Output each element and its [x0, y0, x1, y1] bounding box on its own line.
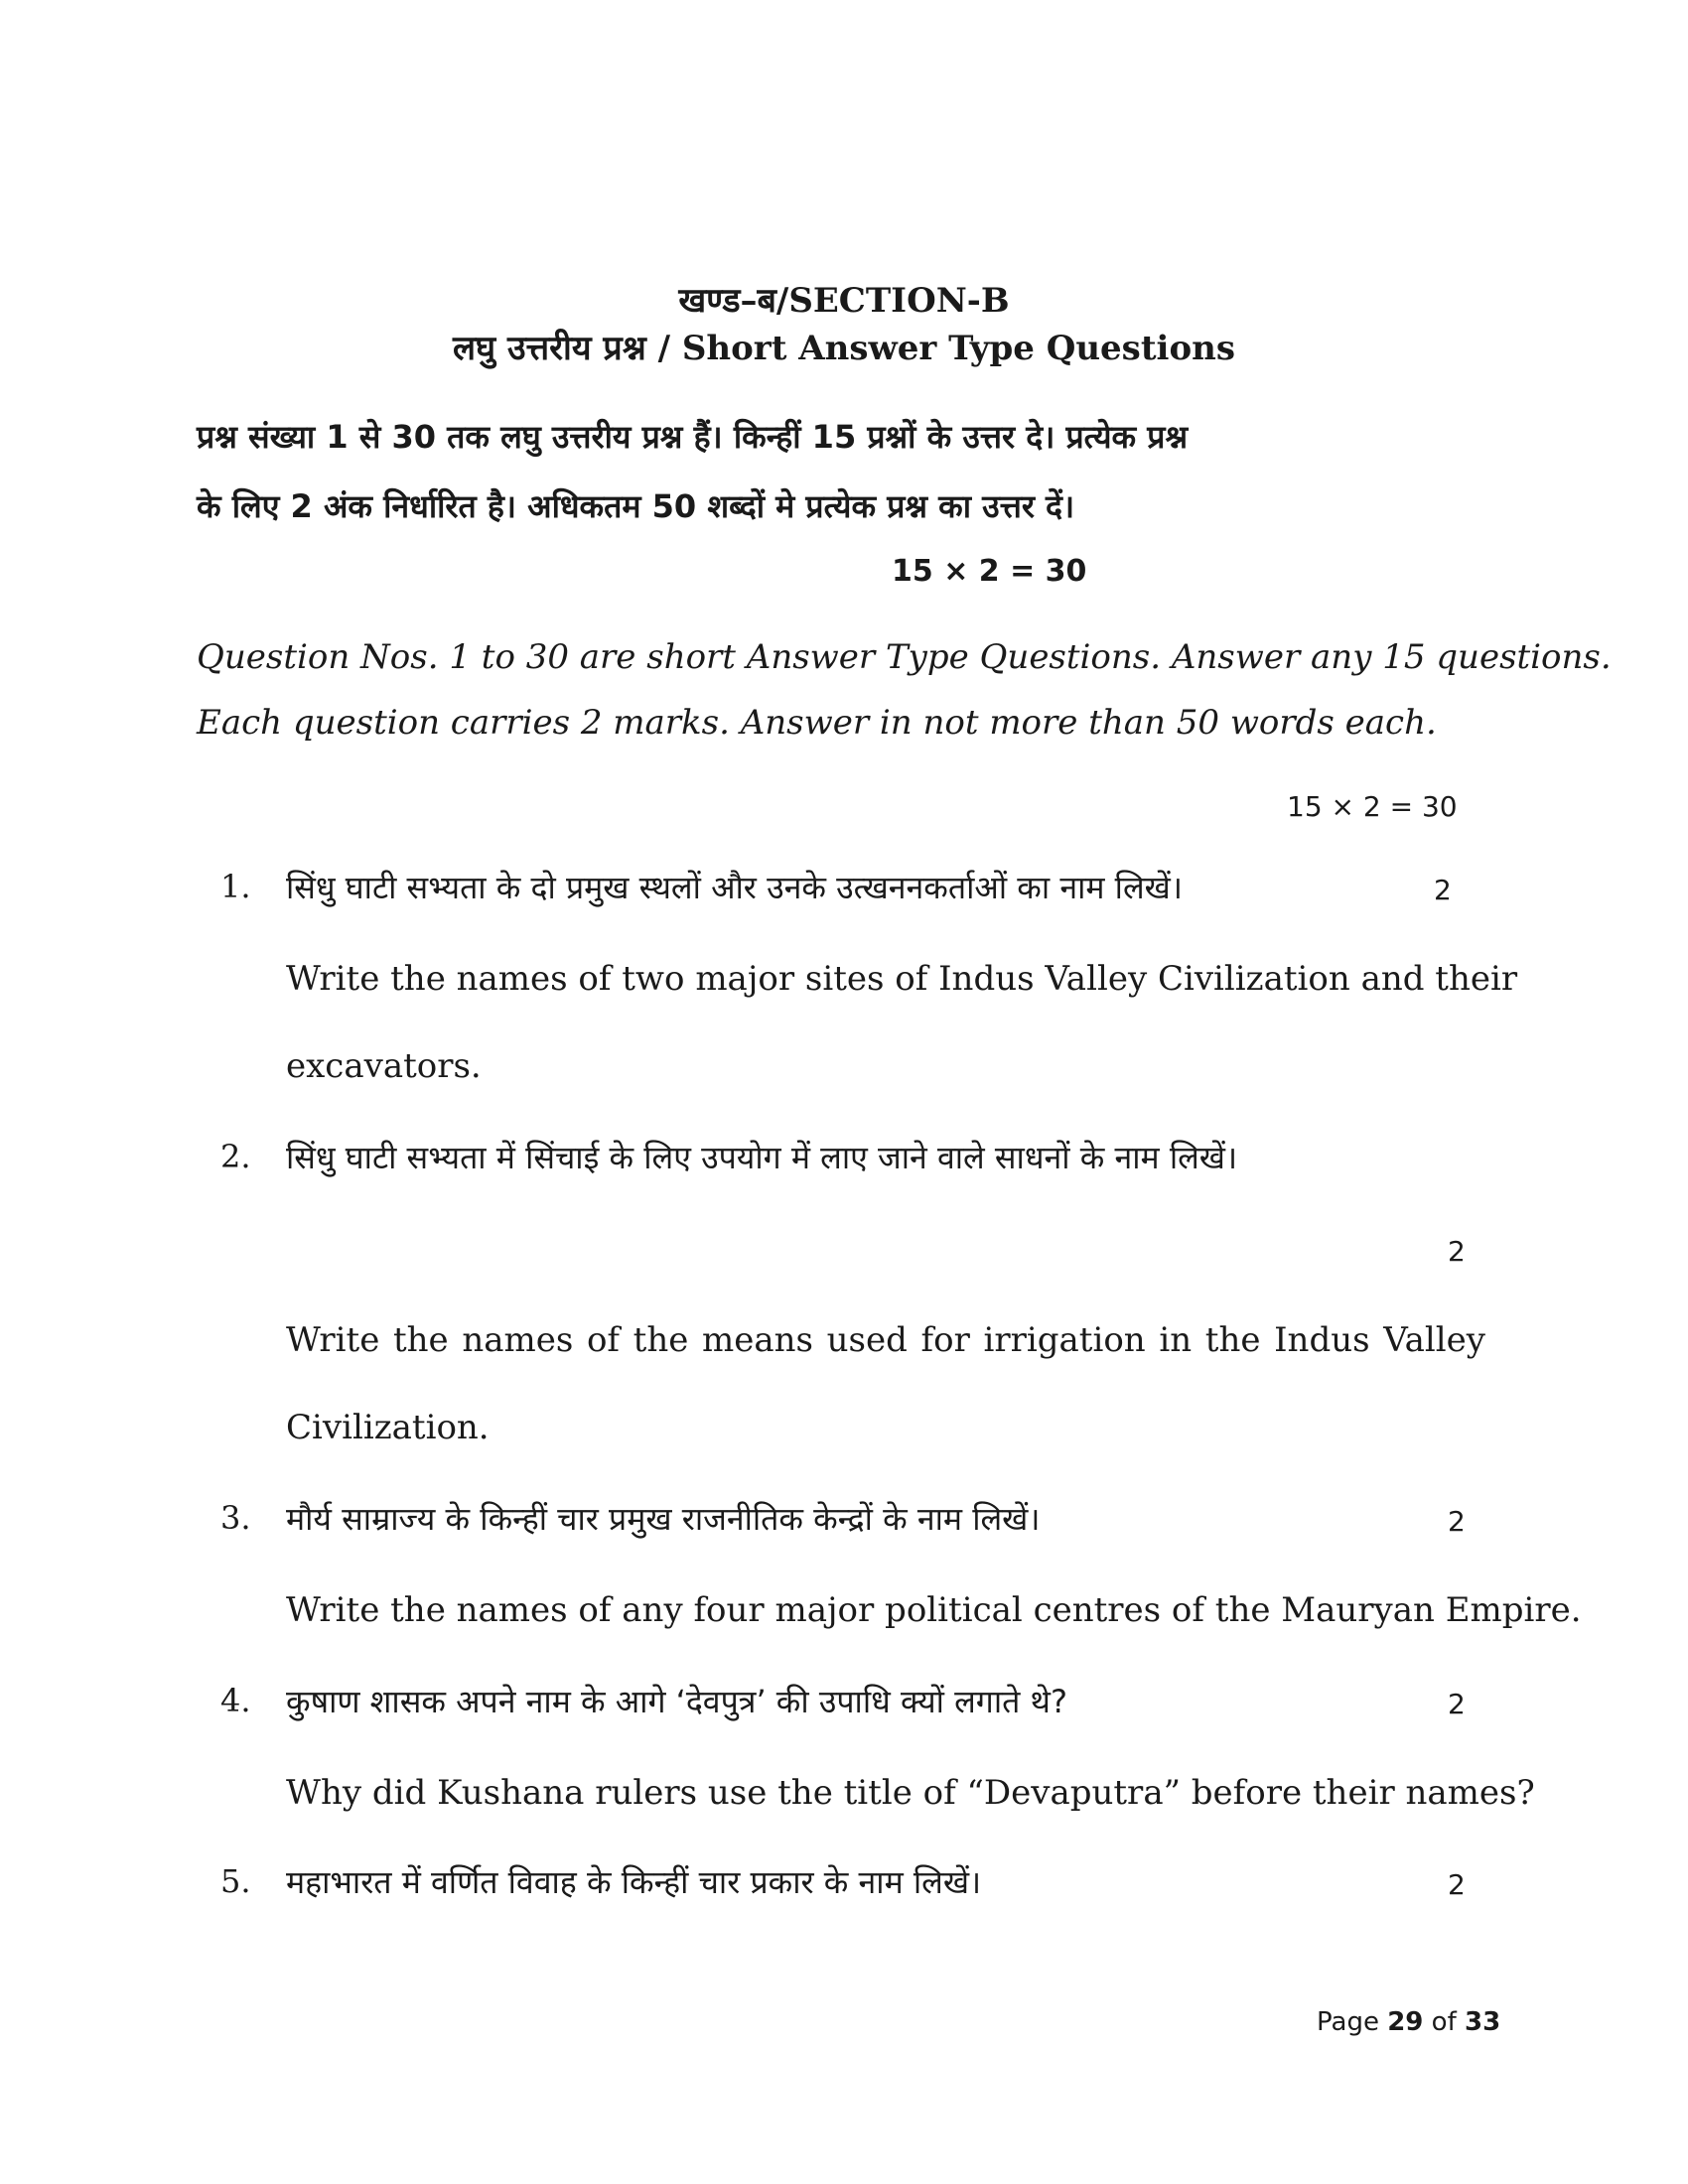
instructions-hindi-line-1: प्रश्न संख्या 1 से 30 तक लघु उत्तरीय प्रश्न हैं। किन्हीं 15 प्रश्नों के उत्तर दे। प्रत्येक प्रश्न	[197, 418, 1189, 456]
question-1-marks: 2	[1434, 874, 1452, 906]
question-3-hindi: मौर्य साम्राज्य के किन्हीं चार प्रमुख राजनीतिक केन्द्रों के नाम लिखें।	[286, 1500, 1041, 1538]
question-4-hindi: कुषाण शासक अपने नाम के आगे ‘देवपुत्र’ की उपाधि क्यों लगाते थे?	[286, 1683, 1067, 1720]
question-1-english-line-2: excavators.	[286, 1046, 482, 1086]
question-5-marks: 2	[1448, 1868, 1466, 1901]
of-label: of	[1431, 2007, 1457, 2037]
instructions-english-line-1: Question Nos. 1 to 30 are short Answer Type Questions. Answer any 15 questions.	[197, 637, 1612, 677]
question-4-number: 4.	[220, 1682, 251, 1719]
question-4-marks: 2	[1448, 1688, 1466, 1720]
section-subtitle: लघु उत्तरीय प्रश्न / Short Answer Type Questions	[453, 329, 1235, 368]
current-page-number: 29	[1387, 2007, 1424, 2037]
instructions-english-line-2: Each question carries 2 marks. Answer in not more than 50 words each.	[197, 703, 1437, 743]
question-1-hindi: सिंधु घाटी सभ्यता के दो प्रमुख स्थलों और उनके उत्खननकर्ताओं का नाम लिखें।	[286, 869, 1183, 906]
question-2-english-line-2: Civilization.	[286, 1408, 490, 1447]
question-2-marks: 2	[1448, 1235, 1466, 1268]
total-pages-number: 33	[1465, 2007, 1501, 2037]
page-footer	[1317, 2007, 1500, 2037]
page-label: Page	[1317, 2007, 1379, 2037]
question-1-number: 1.	[220, 868, 251, 905]
question-2-number: 2.	[220, 1138, 251, 1175]
section-title: खण्ड–ब/SECTION-B	[678, 281, 1010, 321]
marks-formula-english: 15 × 2 = 30	[1287, 790, 1458, 823]
marks-formula-hindi: 15 × 2 = 30	[892, 554, 1087, 589]
question-5-hindi: महाभारत में वर्णित विवाह के किन्हीं चार प्रकार के नाम लिखें।	[286, 1863, 982, 1901]
question-3-marks: 2	[1448, 1505, 1466, 1538]
instructions-hindi-line-2: के लिए 2 अंक निर्धारित है। अधिकतम 50 शब्दों मे प्रत्येक प्रश्न का उत्तर दें।	[197, 487, 1075, 525]
question-3-english-line-1: Write the names of any four major political centres of the Mauryan Empire.	[286, 1590, 1582, 1630]
question-3-number: 3.	[220, 1499, 251, 1537]
question-2-hindi: सिंधु घाटी सभ्यता में सिंचाई के लिए उपयोग में लाए जाने वाले साधनों के नाम लिखें।	[286, 1139, 1238, 1176]
question-2-english-line-1: Write the names of the means used for irrigation in the Indus Valley	[286, 1320, 1485, 1360]
question-5-number: 5.	[220, 1862, 251, 1900]
question-1-english-line-1: Write the names of two major sites of Indus Valley Civilization and their	[286, 959, 1518, 999]
question-4-english-line-1: Why did Kushana rulers use the title of “Devaputra” before their names?	[286, 1773, 1535, 1813]
